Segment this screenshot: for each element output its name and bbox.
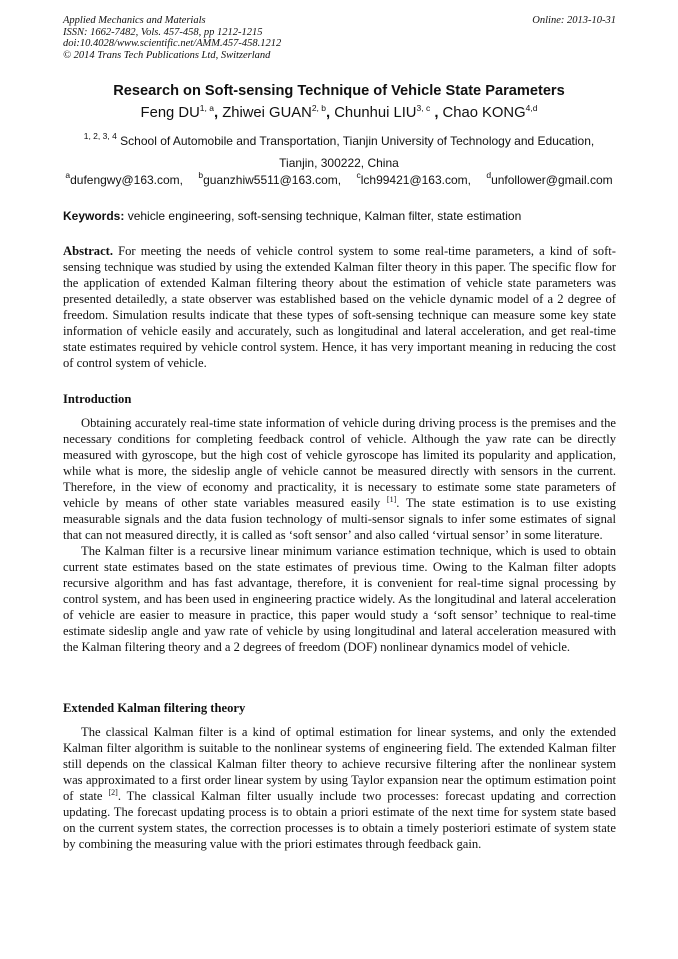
affiliation-sup: 1, 2, 3, 4: [83, 131, 117, 141]
affiliation: [40, 130, 638, 174]
section-heading: Introduction: [63, 392, 132, 406]
paragraph-text: Obtaining accurately real-time state information of vehicle during driving process is the premises and the necessary conditions for completing feedback control of vehicle. Although the yaw rate can be directly measured with gyroscope, but the high cost of vehicle gyroscope has limited its popularity and application, while what is more, the sideslip angle of vehicle cannot be measured directly with sensors in the current. Therefore, in the view of economy and practicality, it is necessary to estimate some state parameters of vehicle by means of other state variables measured easily: [63, 416, 616, 510]
ekf-section: [63, 700, 616, 852]
keywords: [63, 208, 616, 224]
abstract-text: For meeting the needs of vehicle control system to some real-time parameters, a kind of soft-sensing technique was studied by using the extended Kalman filter theory in this paper. The specific flow for the application of extended Kalman filtering theory about the estimation of vehicle state parameters was presented detailedly, a state observer was established based on the vehicle dynamic model of a 2 degree of freedom. Simulation results indicate that these types of soft-sensing technique can measure some key state information of vehicle easily and accurately, such as longitudinal and lateral acceleration, and get real-time state estimates required by vehicle control system. Hence, it has very important meaning in reducing the cost of control system of vehicle.: [63, 244, 616, 370]
copyright-line: © 2014 Trans Tech Publications Ltd, Switzerland: [63, 49, 271, 61]
citation: [2]: [108, 788, 118, 797]
affiliation-line-2: Tianjin, 300222, China: [279, 156, 399, 170]
author-sup: 1, a: [199, 103, 214, 113]
issn-line: ISSN: 1662-7482, Vols. 457-458, pp 1212-1215: [63, 26, 263, 38]
abstract-label: Abstract.: [63, 244, 114, 258]
intro-paragraph-1: [63, 415, 616, 543]
citation: [1]: [386, 495, 397, 504]
author-sup: 4,d: [525, 103, 538, 113]
abstract: [63, 243, 616, 371]
paragraph-text: . The classical Kalman filter usually include two processes: forecast updating and correction updating. The forecast updating process is to obtain a priori estimate of the next time for system state based on the current system states, the correction processes is to obtain a timely posteriori estimate of system state by combining the measuring value with the priori estimates through feedback gain.: [63, 789, 616, 851]
email-address: dufengwy@163.com,: [70, 173, 184, 187]
email-sup: a: [65, 170, 71, 180]
author-name: Chunhui LIU: [334, 105, 417, 121]
email-address: lch99421@163.com,: [360, 173, 471, 187]
journal-header: [63, 15, 616, 61]
email-sup: d: [486, 170, 492, 180]
online-date: Online: 2013-10-31: [532, 15, 616, 26]
keywords-label: Keywords:: [63, 209, 125, 223]
ekf-paragraph-1: [63, 724, 616, 852]
email-sup: b: [198, 170, 204, 180]
keywords-text: vehicle engineering, soft-sensing technique, Kalman filter, state estimation: [127, 209, 522, 223]
email-address: unfollower@gmail.com: [491, 173, 613, 187]
email-list: [40, 171, 638, 189]
journal-name: Applied Mechanics and Materials: [63, 15, 206, 26]
email-sup: c: [356, 170, 361, 180]
author-name: Chao KONG: [442, 105, 526, 121]
author-name: Feng DU: [140, 105, 200, 121]
paragraph-text: The classical Kalman filter is a kind of optimal estimation for linear systems, and only the extended Kalman filter algorithm is suitable to the nonlinear systems of engineering field. The extended Kalman filter still depends on the classical Kalman filter theory to achieve recursive filtering after the nonlinear system was approximated to a first order linear system by using Taylor expansion near the optimum estimation point of state: [63, 725, 616, 803]
author-list: Feng DU$^{1, a}$, Zhiwei GUAN$^{2, b}$, Chunhui LIU$^{3, c}$ , Chao KONG$^{4,d}$: [140, 103, 538, 121]
author-sup: 2, b: [311, 103, 326, 113]
section-heading: Extended Kalman filtering theory: [63, 701, 246, 715]
doi-line: doi:10.4028/www.scientific.net/AMM.457-458.1212: [63, 38, 282, 49]
paragraph-text: . The state estimation is to use existing measurable signals and the data fusion technology of multi-sensor signals to infer some estimates of signal that can not measured directly, it is called as ‘soft sensor’ and also called ‘virtual sensor’ in some literature.: [63, 496, 616, 542]
author-name: Zhiwei GUAN: [222, 105, 312, 121]
author-sup: 3, c: [416, 103, 431, 113]
introduction-section: [63, 391, 616, 655]
email-address: guanzhiw5511@163.com,: [203, 173, 342, 187]
intro-paragraph-2: The Kalman filter is a recursive linear minimum variance estimation technique, which is used to obtain current state estimates based on the state estimates of previous time. Owing to the Kalman filter adopts recursive algorithm and has fast advantage, therefore, it is convenient for real-time signal processing by control system, and has been used in engineering practice widely. As the longitudinal and lateral acceleration of vehicle are easier to measure in practice, this paper would study a ‘soft sensor’ technique to real-time estimate sideslip angle and yaw rate of vehicle by using longitudinal and lateral acceleration measured with the Kalman filtering theory and a 2 degrees of freedom (DOF) nonlinear dynamics model of vehicle.: [63, 544, 616, 654]
affiliation-line-1: School of Automobile and Transportation, Tianjin University of Technology and Education,: [120, 134, 595, 148]
paper-title: Research on Soft-sensing Technique of Vehicle State Parameters: [113, 83, 565, 99]
